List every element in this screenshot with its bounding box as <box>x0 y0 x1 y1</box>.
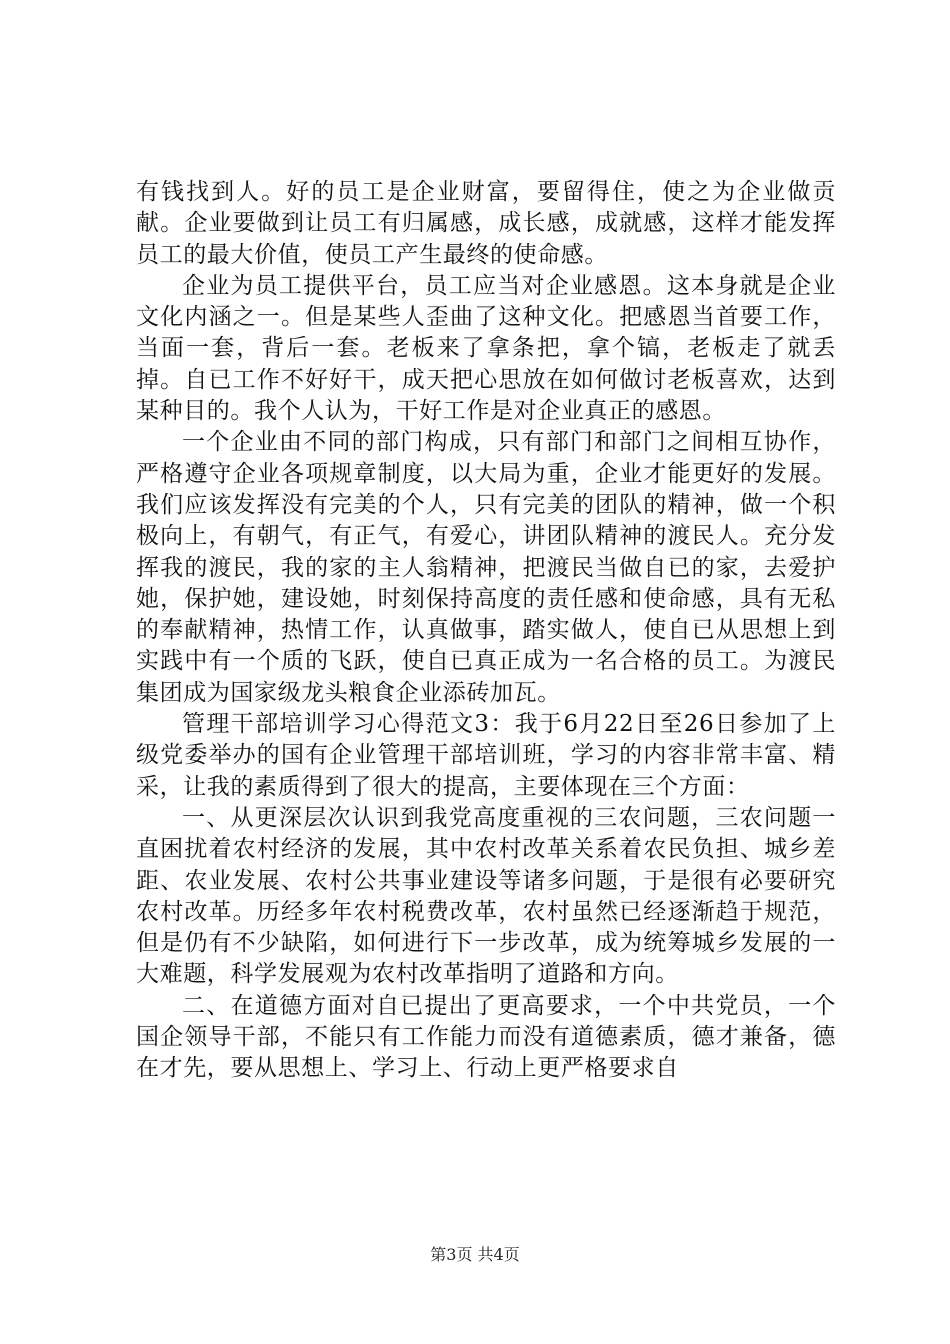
document-body <box>136 177 836 1085</box>
page-footer: 第3页 共4页 <box>430 1245 520 1264</box>
paragraph-3: 一个企业由不同的部门构成，只有部门和部门之间相互协作，严格遵守企业各项规章制度，以大局为重，企业才能更好的发展。我们应该发挥没有完美的个人，只有完美的团队的精神，做一个积极向上，有朝气，有正气，有爱心，讲团队精神的渡民人。充分发挥我的渡民，我的家的主人翁精神，把渡民当做自已的家，去爱护她，保护她，建设她，时刻保持高度的责任感和使命感，具有无私的奉献精神，热情工作，认真做事，踏实做人，使自已从思想上到实践中有一个质的飞跃，使自已真正成为一名合格的员工。为渡民集团成为国家级龙头粮食企业添砖加瓦。 <box>136 429 836 706</box>
paragraph-4: 管理干部培训学习心得范文3：我于6月22日至26日参加了上级党委举办的国有企业管理干部培训班，学习的内容非常丰富、精采，让我的素质得到了很大的提高，主要体现在三个方面： <box>136 711 836 800</box>
paragraph-6: 二、在道德方面对自已提出了更高要求，一个中共党员，一个国企领导干部，不能只有工作能力而没有道德素质，德才兼备，德在才先，要从思想上、学习上、行动上更严格要求自 <box>136 992 836 1082</box>
paragraph-2: 企业为员工提供平台，员工应当对企业感恩。这本身就是企业文化内涵之一。但是某些人歪曲了这种文化。把感恩当首要工作，当面一套，背后一套。老板来了拿条把，拿个镐，老板走了就丢掉。自已工作不好好干，成天把心思放在如何做讨老板喜欢，达到某种目的。我个人认为，干好工作是对企业真正的感恩。 <box>136 272 836 425</box>
paragraph-5: 一、从更深层次认识到我党高度重视的三农问题，三农问题一直困扰着农村经济的发展，其中农村改革关系着农民负担、城乡差距、农业发展、农村公共事业建设等诸多问题，于是很有必要研究农村改革。历经多年农村税费改革，农村虽然已经逐渐趋于规范，但是仍有不少缺陷，如何进行下一步改革，成为统筹城乡发展的一大难题，科学发展观为农村改革指明了道路和方向。 <box>136 804 836 988</box>
paragraph-1: 有钱找到人。好的员工是企业财富，要留得住，使之为企业做贡献。企业要做到让员工有归属感，成长感，成就感，这样才能发挥员工的最大价值，使员工产生最终的使命感。 <box>136 179 836 268</box>
